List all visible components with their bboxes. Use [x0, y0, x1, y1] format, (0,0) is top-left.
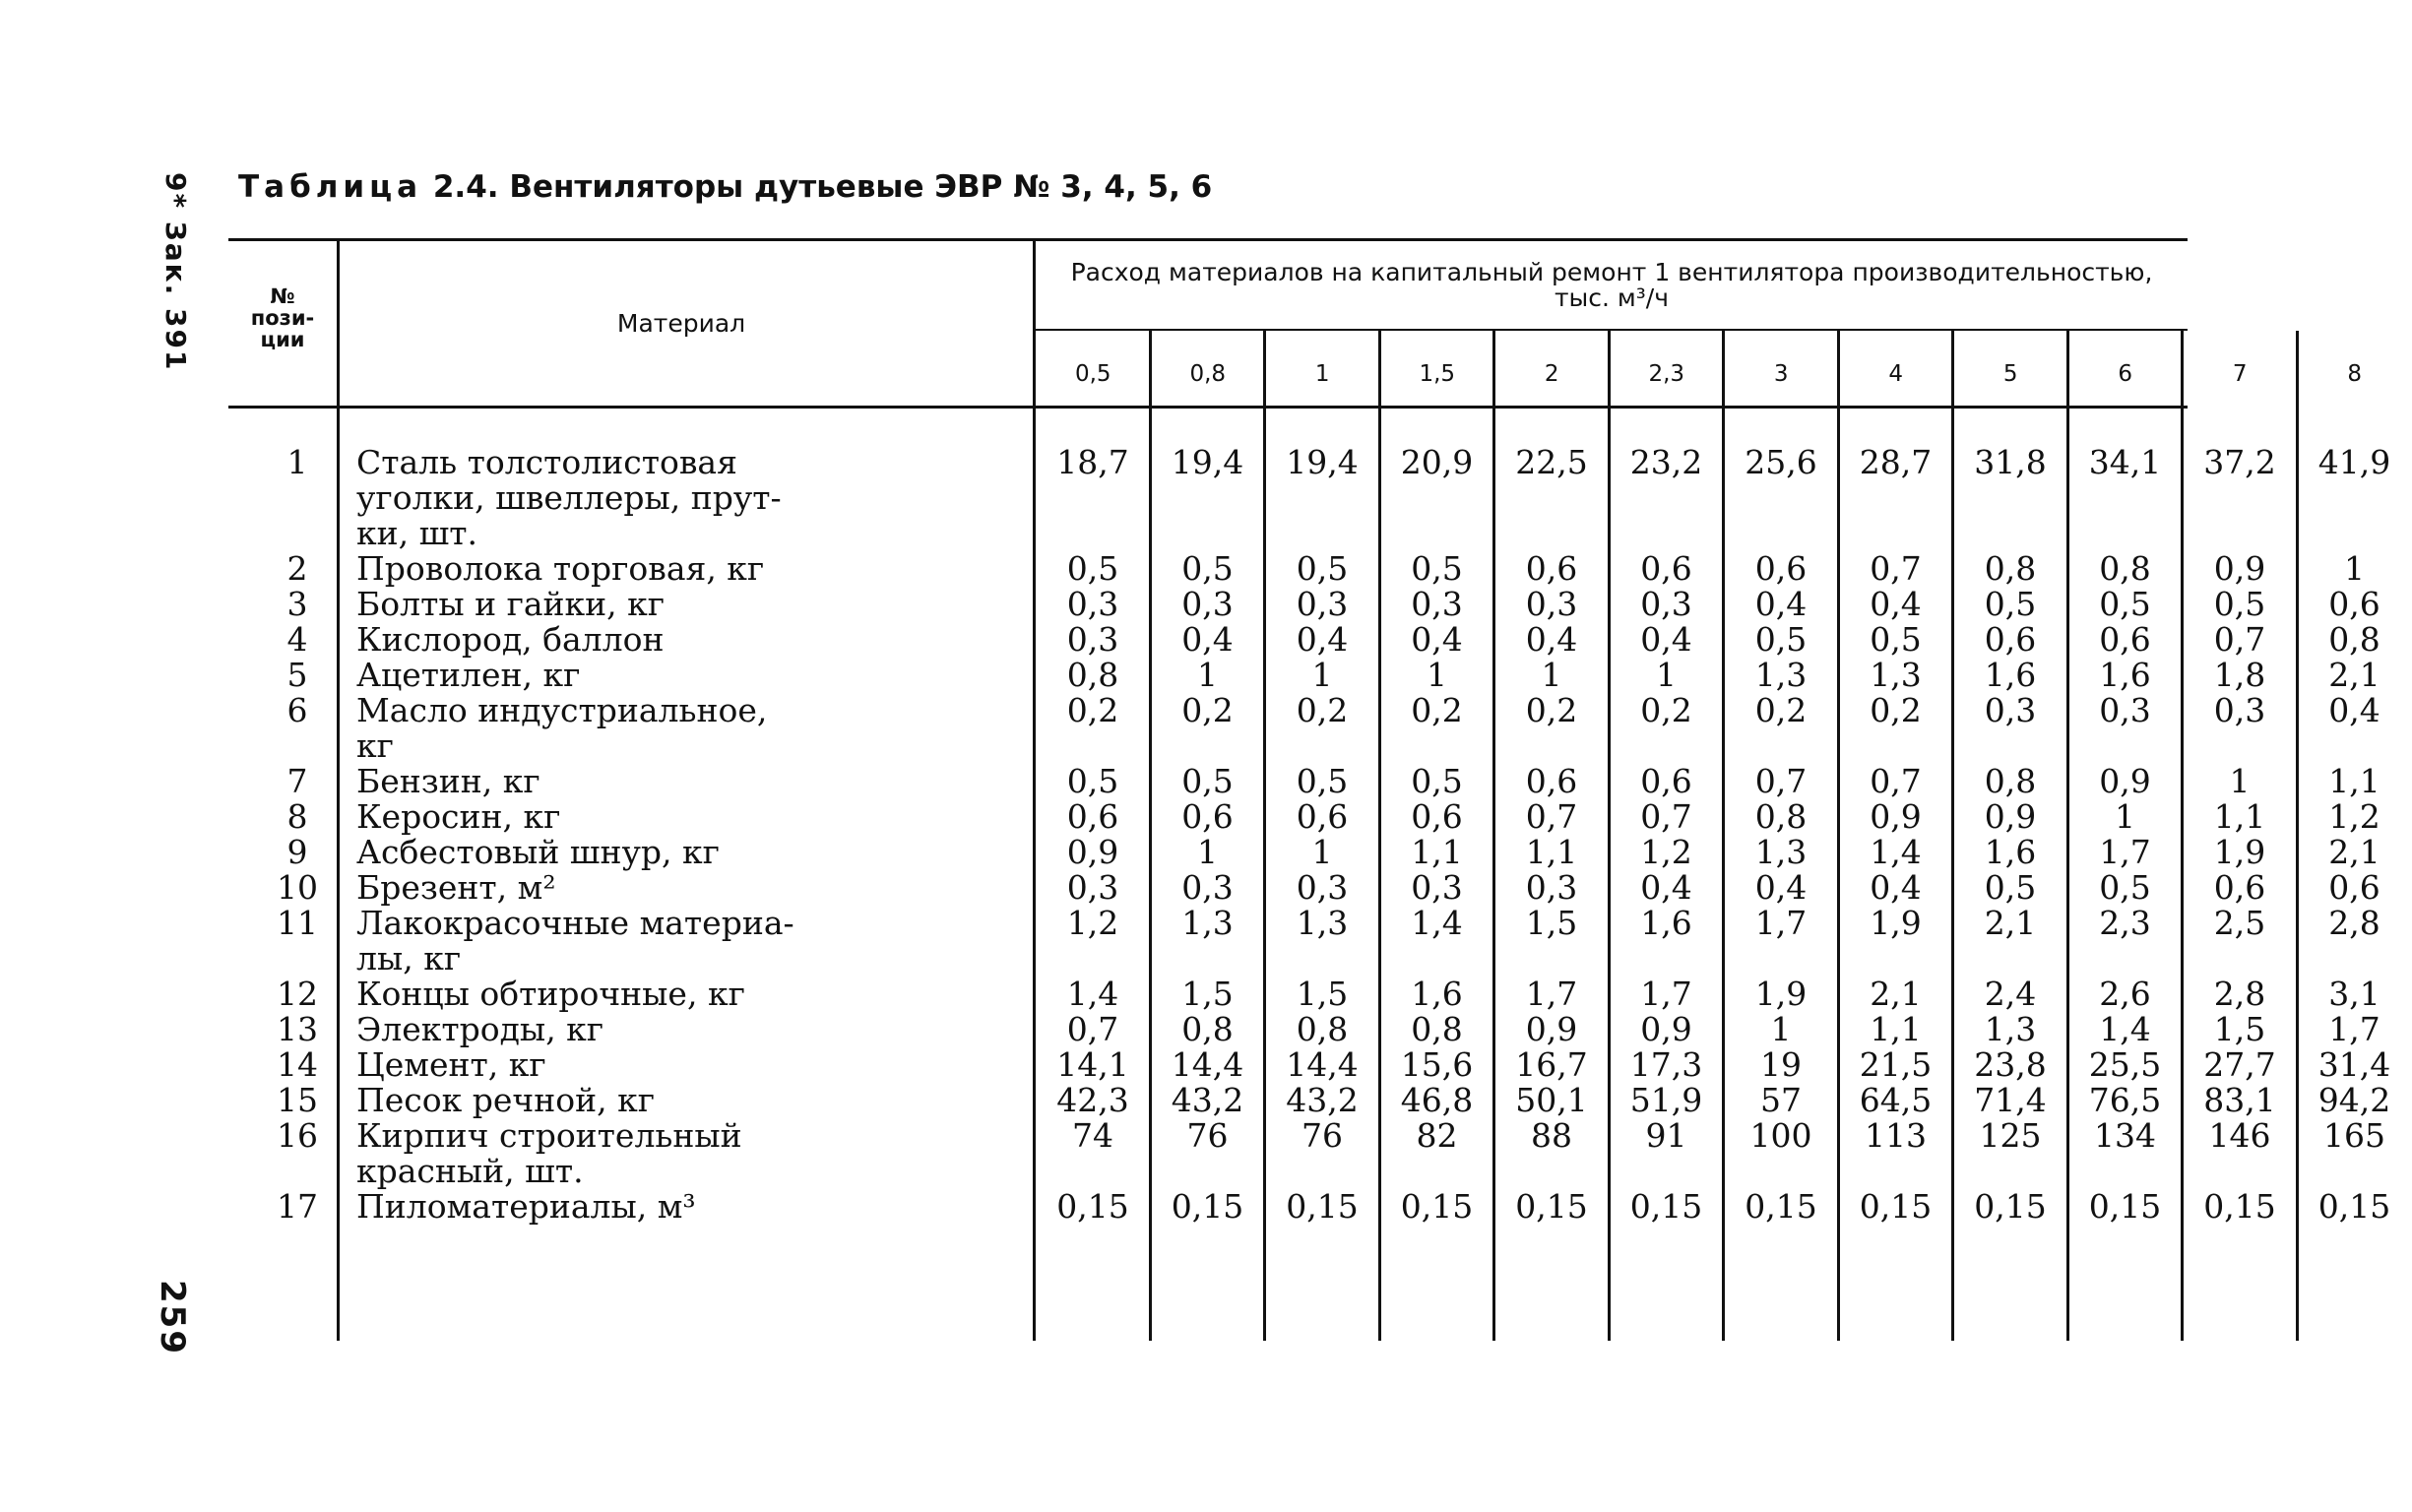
row-value: 0,6 [2328, 868, 2380, 907]
row-value: 0,4 [2328, 691, 2380, 729]
row-value: 0,5 [1066, 762, 1119, 800]
row-value: 0,5 [1870, 620, 1922, 659]
row-value: 0,2 [1181, 691, 1234, 729]
row-value: 2,3 [2099, 904, 2151, 942]
row-value: 0,3 [1296, 868, 1349, 907]
row-value: 1,6 [2099, 656, 2151, 694]
row-position-number: 14 [277, 1045, 318, 1084]
row-value: 0,6 [1411, 797, 1463, 836]
row-value: 22,5 [1515, 443, 1588, 481]
row-value: 0,15 [1745, 1187, 1817, 1226]
row-value: 1,4 [1870, 833, 1922, 871]
row-value: 0,5 [1411, 762, 1463, 800]
row-value: 2,6 [2099, 975, 2151, 1013]
row-material [356, 1083, 1011, 1118]
row-value: 23,2 [1629, 443, 1703, 481]
row-value: 1,3 [1870, 656, 1922, 694]
row-value: 0,6 [1640, 549, 1692, 588]
row-value: 0,2 [1870, 691, 1922, 729]
row-value: 1,5 [1525, 904, 1578, 942]
row-value: 14,1 [1056, 1045, 1129, 1084]
row-value: 0,3 [2213, 691, 2266, 729]
row-material-line: лы, кг [356, 939, 462, 977]
row-value: 0,15 [1974, 1187, 2047, 1226]
row-value: 0,3 [1411, 868, 1463, 907]
row-material-line: Брезент, м² [356, 868, 556, 907]
row-value: 0,15 [1400, 1187, 1474, 1226]
row-value: 0,5 [1754, 620, 1808, 659]
row-position-number: 8 [286, 797, 308, 836]
row-position-number: 15 [277, 1081, 318, 1119]
row-value: 1,1 [1411, 833, 1463, 871]
row-material-line: красный, шт. [356, 1152, 584, 1190]
row-position-number: 12 [277, 975, 318, 1013]
row-value: 0,4 [1640, 868, 1692, 907]
header-sub-rule [1036, 329, 2188, 331]
header-capacity-value: 0,8 [1189, 361, 1227, 387]
row-value: 0,5 [2099, 868, 2151, 907]
row-value: 31,4 [2317, 1045, 2391, 1084]
header-capacity-value: 1,5 [1419, 361, 1456, 387]
row-value: 0,2 [1066, 691, 1119, 729]
row-value: 0,8 [2099, 549, 2151, 588]
row-value: 19,4 [1171, 443, 1244, 481]
row-position-number: 11 [277, 904, 318, 942]
row-value: 0,6 [1525, 549, 1578, 588]
row-material [356, 870, 1011, 906]
row-value: 1,3 [1754, 656, 1808, 694]
row-value: 0,3 [1181, 868, 1234, 907]
row-value: 0,4 [1870, 868, 1922, 907]
row-value: 1 [1311, 833, 1333, 871]
row-value: 0,8 [1296, 1010, 1349, 1048]
row-value: 0,7 [1525, 797, 1578, 836]
row-value: 0,6 [1296, 797, 1349, 836]
row-value: 0,3 [1984, 691, 2037, 729]
row-value: 0,3 [1296, 585, 1349, 623]
header-no-line: пози- [250, 306, 315, 330]
row-value: 0,15 [1859, 1187, 1933, 1226]
row-position-number: 17 [277, 1187, 318, 1226]
header-no-line: ции [260, 328, 305, 351]
header-capacity-value: 8 [2347, 361, 2363, 387]
row-value: 14,4 [1286, 1045, 1359, 1084]
row-value: 64,5 [1859, 1081, 1933, 1119]
row-value: 0,5 [1181, 549, 1234, 588]
row-value: 1,5 [1181, 975, 1234, 1013]
table-title-lead: Таблица [238, 169, 423, 205]
row-value: 1,1 [2328, 762, 2380, 800]
materials-table [228, 238, 2391, 1341]
row-value: 21,5 [1859, 1045, 1933, 1084]
row-value: 1 [1656, 656, 1677, 694]
row-position-number: 13 [277, 1010, 318, 1048]
row-value: 51,9 [1629, 1081, 1703, 1119]
row-value: 1,1 [1870, 1010, 1922, 1048]
row-value: 0,4 [1181, 620, 1234, 659]
row-value: 2,1 [1984, 904, 2037, 942]
row-value: 0,3 [1066, 868, 1119, 907]
row-value: 0,5 [1181, 762, 1234, 800]
row-value: 1,3 [1181, 904, 1234, 942]
row-value: 1,5 [1296, 975, 1349, 1013]
row-value: 76 [1301, 1116, 1343, 1155]
row-material-line: Масло индустриальное, [356, 691, 768, 729]
row-value: 0,15 [2317, 1187, 2391, 1226]
row-position-number: 4 [286, 620, 308, 659]
header-capacity-value: 0,5 [1074, 361, 1111, 387]
row-value: 25,6 [1745, 443, 1817, 481]
row-value: 1,9 [1870, 904, 1922, 942]
row-material [356, 906, 1011, 976]
row-value: 125 [1979, 1116, 2042, 1155]
row-value: 0,2 [1525, 691, 1578, 729]
header-capacity-value: 1 [1314, 361, 1330, 387]
row-value: 28,7 [1859, 443, 1933, 481]
header-material: Материал [616, 309, 746, 338]
row-value: 1 [2344, 549, 2365, 588]
row-material [356, 622, 1011, 658]
row-value: 1 [1311, 656, 1333, 694]
row-value: 0,6 [1181, 797, 1234, 836]
row-value: 2,1 [2328, 656, 2380, 694]
row-material [356, 658, 1011, 693]
row-value: 1,9 [2213, 833, 2266, 871]
row-position-number: 2 [286, 549, 308, 588]
row-material-line: Сталь толстолистовая [356, 443, 737, 481]
row-material-line: Электроды, кг [356, 1010, 604, 1048]
row-material [356, 1118, 1011, 1189]
row-value: 0,9 [1870, 797, 1922, 836]
row-value: 1,7 [1754, 904, 1808, 942]
row-value: 1,5 [2213, 1010, 2266, 1048]
row-value: 3,1 [2328, 975, 2380, 1013]
row-value: 0,7 [1870, 762, 1922, 800]
row-material-line: ки, шт. [356, 514, 478, 552]
row-value: 0,8 [1181, 1010, 1234, 1048]
row-value: 0,4 [1640, 620, 1692, 659]
row-material-line: Керосин, кг [356, 797, 561, 836]
row-material [356, 799, 1011, 835]
row-value: 41,9 [2317, 443, 2391, 481]
row-value: 0,7 [1640, 797, 1692, 836]
row-value: 19,4 [1286, 443, 1359, 481]
row-value: 27,7 [2203, 1045, 2276, 1084]
row-material [356, 587, 1011, 622]
row-material-line: Лакокрасочные материа- [356, 904, 794, 942]
row-value: 37,2 [2203, 443, 2276, 481]
row-value: 91 [1645, 1116, 1687, 1155]
row-value: 0,7 [2213, 620, 2266, 659]
row-value: 0,6 [2099, 620, 2151, 659]
row-position-number: 9 [286, 833, 308, 871]
row-value: 42,3 [1056, 1081, 1129, 1119]
row-value: 1,6 [1984, 833, 2037, 871]
row-value: 46,8 [1400, 1081, 1474, 1119]
row-value: 2,5 [2213, 904, 2266, 942]
header-consumption-line: Расход материалов на капитальный ремонт 1 вентилятора производительностью, [1070, 258, 2153, 286]
row-value: 1,3 [1296, 904, 1349, 942]
header-capacity-value: 3 [1773, 361, 1789, 387]
row-value: 0,9 [1984, 797, 2037, 836]
row-value: 0,9 [1640, 1010, 1692, 1048]
header-capacity-value: 5 [2002, 361, 2018, 387]
row-value: 0,6 [2328, 585, 2380, 623]
row-value: 0,8 [1984, 762, 2037, 800]
row-material-line: Проволока торговая, кг [356, 549, 765, 588]
row-value: 0,6 [1640, 762, 1692, 800]
row-value: 1,2 [1066, 904, 1119, 942]
row-value: 0,6 [1525, 762, 1578, 800]
row-value: 76 [1186, 1116, 1229, 1155]
row-material-line: Цемент, кг [356, 1045, 546, 1084]
row-position-number: 5 [286, 656, 308, 694]
row-value: 23,8 [1974, 1045, 2047, 1084]
row-value: 1,2 [1640, 833, 1692, 871]
row-value: 1,7 [2328, 1010, 2380, 1048]
row-value: 1,6 [1984, 656, 2037, 694]
row-value: 1,6 [1640, 904, 1692, 942]
row-value: 0,15 [1515, 1187, 1588, 1226]
row-value: 1 [1197, 833, 1218, 871]
row-value: 0,15 [2088, 1187, 2162, 1226]
row-value: 1,3 [1754, 833, 1808, 871]
row-value: 43,2 [1286, 1081, 1359, 1119]
table-title [238, 169, 1212, 205]
row-value: 1,2 [2328, 797, 2380, 836]
row-value: 1 [1541, 656, 1562, 694]
row-value: 0,15 [1286, 1187, 1359, 1226]
row-value: 1 [1770, 1010, 1792, 1048]
row-value: 82 [1416, 1116, 1458, 1155]
page-number: 259 [153, 1280, 192, 1355]
margin-order-note: 9* Зак. 391 [159, 172, 192, 372]
row-value: 165 [2323, 1116, 2385, 1155]
row-value: 17,3 [1629, 1045, 1703, 1084]
row-material-line: Ацетилен, кг [356, 656, 581, 694]
row-value: 0,15 [1056, 1187, 1129, 1226]
row-material [356, 764, 1011, 799]
row-value: 1 [1197, 656, 1218, 694]
row-value: 1,1 [2213, 797, 2266, 836]
row-value: 0,4 [1411, 620, 1463, 659]
row-value: 2,8 [2328, 904, 2380, 942]
row-value: 1,8 [2213, 656, 2266, 694]
row-value: 0,3 [1411, 585, 1463, 623]
row-value: 0,2 [1640, 691, 1692, 729]
row-value: 0,4 [1870, 585, 1922, 623]
row-value: 0,9 [2213, 549, 2266, 588]
row-value: 0,4 [1754, 585, 1808, 623]
row-material [356, 976, 1011, 1012]
row-value: 0,8 [1411, 1010, 1463, 1048]
row-value: 1,9 [1754, 975, 1808, 1013]
row-material [356, 693, 1011, 764]
row-value: 0,6 [1984, 620, 2037, 659]
row-value: 76,5 [2088, 1081, 2162, 1119]
row-value: 0,15 [2203, 1187, 2276, 1226]
row-value: 0,3 [1181, 585, 1234, 623]
row-value: 0,8 [1754, 797, 1808, 836]
row-material-line: уголки, швеллеры, прут- [356, 478, 782, 517]
row-value: 1,7 [1640, 975, 1692, 1013]
row-value: 134 [2094, 1116, 2156, 1155]
row-material-line: Асбестовый шнур, кг [356, 833, 720, 871]
row-material-line: Кислород, баллон [356, 620, 665, 659]
row-value: 0,2 [1754, 691, 1808, 729]
row-value: 0,3 [1525, 868, 1578, 907]
row-material [356, 1189, 1011, 1225]
table-top-rule [228, 238, 2188, 241]
row-value: 0,15 [1629, 1187, 1703, 1226]
row-value: 0,8 [1984, 549, 2037, 588]
row-material-line: Кирпич строительный [356, 1116, 742, 1155]
row-value: 0,3 [1066, 620, 1119, 659]
row-value: 74 [1072, 1116, 1113, 1155]
row-value: 113 [1865, 1116, 1927, 1155]
row-value: 0,7 [1066, 1010, 1119, 1048]
row-material [356, 1047, 1011, 1083]
row-value: 1 [2115, 797, 2135, 836]
header-capacity-value: 6 [2118, 361, 2133, 387]
row-value: 50,1 [1515, 1081, 1588, 1119]
row-value: 0,6 [2213, 868, 2266, 907]
row-value: 0,4 [1296, 620, 1349, 659]
row-value: 0,5 [1066, 549, 1119, 588]
row-material-line: Песок речной, кг [356, 1081, 655, 1119]
row-value: 0,5 [1984, 585, 2037, 623]
row-value: 0,5 [1296, 549, 1349, 588]
row-value: 0,9 [1066, 833, 1119, 871]
row-value: 20,9 [1400, 443, 1474, 481]
row-value: 16,7 [1515, 1045, 1588, 1084]
row-value: 100 [1749, 1116, 1812, 1155]
row-value: 1,6 [1411, 975, 1463, 1013]
row-value: 19 [1760, 1045, 1802, 1084]
row-value: 0,5 [2099, 585, 2151, 623]
row-position-number: 10 [277, 868, 318, 907]
row-value: 88 [1531, 1116, 1572, 1155]
row-material [356, 835, 1011, 870]
header-capacity-value: 2,3 [1648, 361, 1685, 387]
row-value: 0,6 [1066, 797, 1119, 836]
header-no-line: № [270, 284, 295, 308]
row-material [356, 445, 1011, 551]
row-value: 2,8 [2213, 975, 2266, 1013]
row-value: 0,4 [1754, 868, 1808, 907]
header-capacity-value: 7 [2232, 361, 2248, 387]
row-value: 146 [2208, 1116, 2271, 1155]
row-material-line: Болты и гайки, кг [356, 585, 666, 623]
row-value: 0,2 [1296, 691, 1349, 729]
row-position-number: 3 [286, 585, 308, 623]
row-position-number: 6 [286, 691, 308, 729]
row-value: 1,1 [1525, 833, 1578, 871]
row-value: 1,7 [1525, 975, 1578, 1013]
row-value: 0,3 [1066, 585, 1119, 623]
row-value: 2,1 [2328, 833, 2380, 871]
row-value: 94,2 [2317, 1081, 2391, 1119]
row-value: 25,5 [2088, 1045, 2162, 1084]
row-value: 0,9 [1525, 1010, 1578, 1048]
row-value: 0,7 [1870, 549, 1922, 588]
row-value: 31,8 [1974, 443, 2047, 481]
header-bottom-rule [228, 406, 2188, 409]
row-value: 2,1 [1870, 975, 1922, 1013]
row-value: 0,8 [2328, 620, 2380, 659]
row-value: 43,2 [1171, 1081, 1244, 1119]
row-value: 1 [2229, 762, 2251, 800]
row-value: 34,1 [2088, 443, 2162, 481]
row-value: 0,5 [1296, 762, 1349, 800]
row-material-line: кг [356, 726, 394, 765]
row-value: 1,7 [2099, 833, 2151, 871]
row-value: 15,6 [1400, 1045, 1474, 1084]
row-material [356, 551, 1011, 587]
row-value: 14,4 [1171, 1045, 1244, 1084]
row-material-line: Пиломатериалы, м³ [356, 1187, 696, 1226]
row-value: 0,2 [1411, 691, 1463, 729]
row-value: 0,6 [1754, 549, 1808, 588]
row-value: 2,4 [1984, 975, 2037, 1013]
row-value: 0,3 [1525, 585, 1578, 623]
table-title-rest: 2.4. Вентиляторы дутьевые ЭВР № 3, 4, 5, 6 [432, 169, 1213, 205]
row-value: 0,5 [2213, 585, 2266, 623]
row-value: 0,4 [1525, 620, 1578, 659]
row-value: 0,3 [1640, 585, 1692, 623]
rule-after-number [337, 238, 340, 1341]
row-value: 18,7 [1056, 443, 1129, 481]
row-position-number: 16 [277, 1116, 318, 1155]
header-position-number [228, 285, 337, 350]
row-value: 71,4 [1974, 1081, 2047, 1119]
row-value: 83,1 [2203, 1081, 2276, 1119]
row-position-number: 1 [286, 443, 308, 481]
row-value: 0,5 [1411, 549, 1463, 588]
row-value: 1,4 [1411, 904, 1463, 942]
row-value: 0,9 [2099, 762, 2151, 800]
row-position-number: 7 [286, 762, 308, 800]
header-consumption [1036, 260, 2188, 311]
header-consumption-line: тыс. м³/ч [1554, 284, 1669, 312]
row-material-line: Концы обтирочные, кг [356, 975, 745, 1013]
row-value: 1,3 [1984, 1010, 2037, 1048]
row-value: 0,8 [1066, 656, 1119, 694]
row-value: 1,4 [2099, 1010, 2151, 1048]
row-value: 1 [1427, 656, 1447, 694]
row-material-line: Бензин, кг [356, 762, 540, 800]
row-value: 0,15 [1171, 1187, 1244, 1226]
header-capacity-value: 4 [1888, 361, 1904, 387]
row-value: 57 [1760, 1081, 1802, 1119]
row-value: 1,4 [1066, 975, 1119, 1013]
row-value: 0,3 [2099, 691, 2151, 729]
row-material [356, 1012, 1011, 1047]
header-capacity-value: 2 [1544, 361, 1559, 387]
row-value: 0,5 [1984, 868, 2037, 907]
row-value: 0,7 [1754, 762, 1808, 800]
